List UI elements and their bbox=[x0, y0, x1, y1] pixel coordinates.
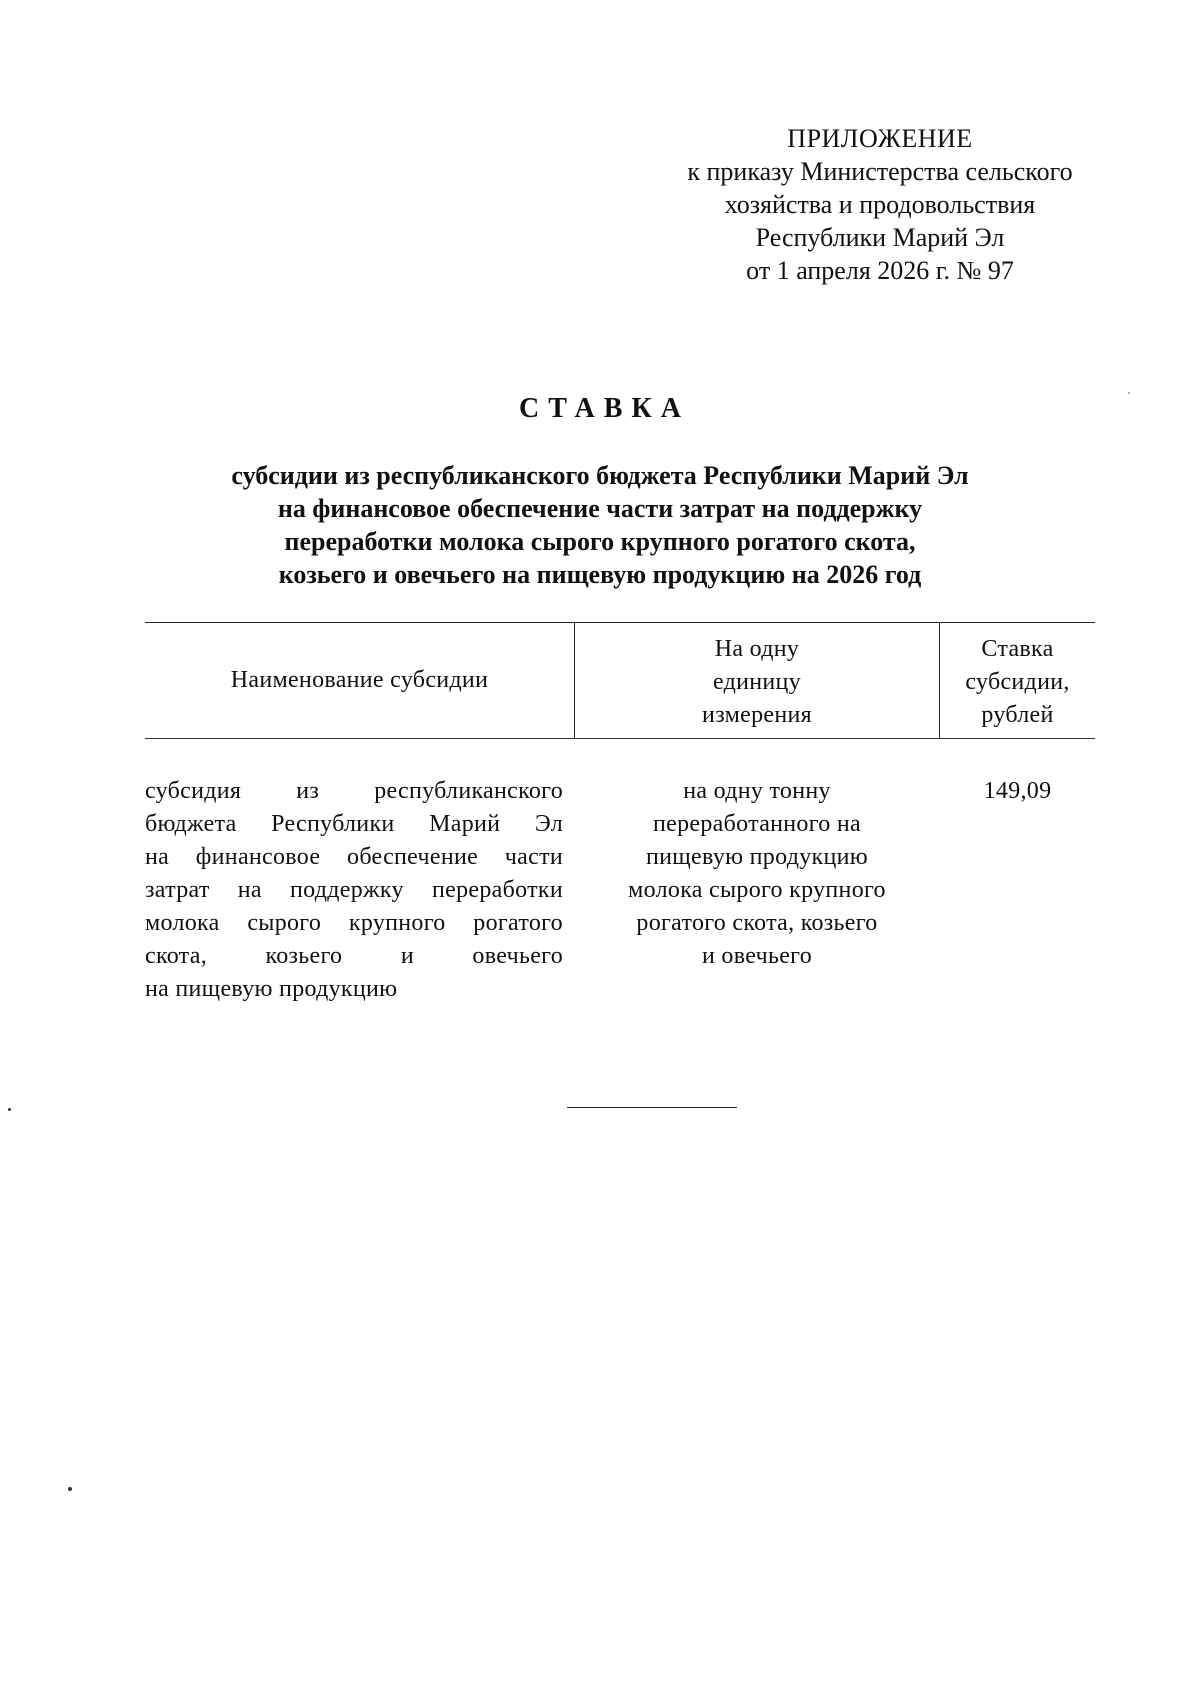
scan-speck bbox=[8, 1108, 11, 1111]
header-unit-line: измерения bbox=[702, 702, 812, 728]
unit-line: молока сырого крупного bbox=[628, 877, 886, 903]
name-line: на пищевую продукцию bbox=[145, 976, 398, 1002]
name-line: субсидия из республиканского bbox=[145, 778, 563, 804]
row-unit bbox=[575, 775, 939, 973]
scan-speck bbox=[1128, 392, 1130, 394]
header-rate-line: рублей bbox=[981, 702, 1054, 728]
unit-line: пищевую продукцию bbox=[645, 844, 868, 870]
appendix-line: Республики Марий Эл bbox=[755, 223, 1005, 252]
appendix-block bbox=[600, 122, 1160, 287]
document-title: СТАВКА bbox=[519, 393, 690, 424]
appendix-title: ПРИЛОЖЕНИЕ bbox=[787, 124, 973, 153]
unit-line: переработанного на bbox=[653, 811, 861, 837]
name-line: на финансовое обеспечение части bbox=[145, 844, 563, 870]
table-header-rule bbox=[145, 738, 1095, 739]
name-line: бюджета Республики Марий Эл bbox=[145, 811, 563, 837]
header-rate-line: Ставка bbox=[981, 636, 1054, 662]
subtitle-line: субсидии из республиканского бюджета Республики Марий Эл bbox=[231, 461, 969, 490]
table-top-rule bbox=[145, 622, 1095, 623]
appendix-line: хозяйства и продовольствия bbox=[724, 190, 1036, 219]
header-unit-line: На одну bbox=[714, 636, 800, 662]
header-rate bbox=[940, 633, 1095, 732]
unit-line: и овечьего bbox=[701, 943, 812, 969]
appendix-order-date: от 1 апреля 2026 г. № 97 bbox=[746, 256, 1014, 285]
document-subtitle bbox=[100, 459, 1100, 591]
row-rate-value: 149,09 bbox=[983, 778, 1052, 804]
header-unit-line: единицу bbox=[712, 669, 802, 695]
name-line: молока сырого крупного рогатого bbox=[145, 910, 563, 936]
unit-line: на одну тонну bbox=[683, 778, 831, 804]
document-end-line bbox=[567, 1107, 737, 1108]
subtitle-line: козьего и овечьего на пищевую продукцию на 2026 год bbox=[278, 560, 922, 589]
header-unit bbox=[575, 633, 939, 732]
subtitle-line: на финансовое обеспечение части затрат на поддержку bbox=[277, 494, 923, 523]
header-subsidy-name: Наименование субсидии bbox=[230, 667, 489, 693]
header-rate-line: субсидии, bbox=[965, 669, 1070, 695]
scan-speck bbox=[68, 1487, 72, 1491]
name-line: затрат на поддержку переработки bbox=[145, 877, 563, 903]
row-subsidy-name bbox=[145, 775, 563, 1006]
subtitle-line: переработки молока сырого крупного рогатого скота, bbox=[284, 527, 916, 556]
unit-line: рогатого скота, козьего bbox=[636, 910, 878, 936]
name-line: скота, козьего и овечьего bbox=[145, 943, 563, 969]
appendix-line: к приказу Министерства сельского bbox=[687, 157, 1073, 186]
